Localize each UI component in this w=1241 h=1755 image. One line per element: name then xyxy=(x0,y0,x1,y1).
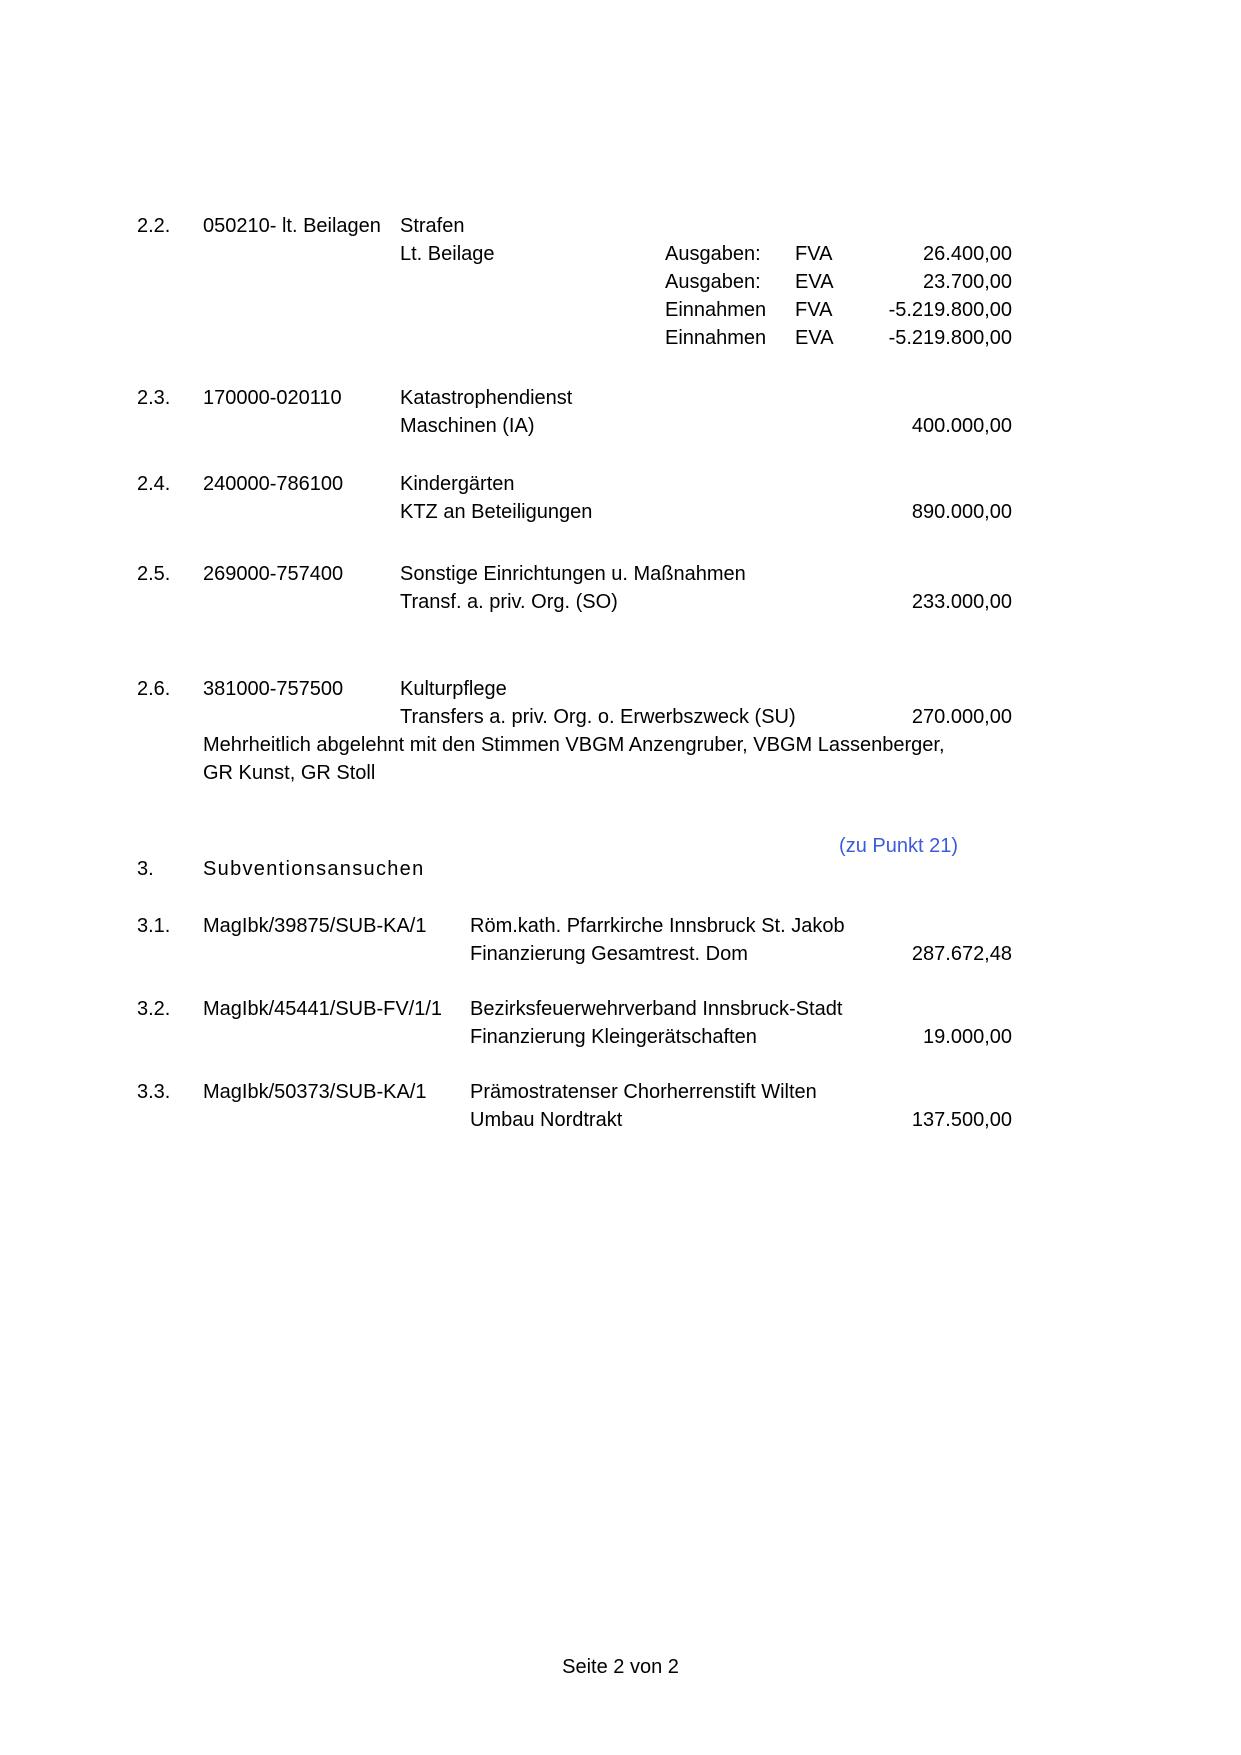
item-title: Prämostratenser Chorherrenstift Wilten xyxy=(470,1081,817,1103)
item-code: 240000-786100 xyxy=(203,473,344,495)
item-number: 2.5. xyxy=(137,563,171,585)
item-title: Kindergärten xyxy=(400,473,515,495)
section-number: 3. xyxy=(137,858,154,880)
item-number: 2.6. xyxy=(137,678,171,700)
item-number: 2.3. xyxy=(137,387,171,409)
item-amount: 233.000,00 xyxy=(911,591,1012,613)
item-number: 3.1. xyxy=(137,915,171,937)
item-number: 2.4. xyxy=(137,473,171,495)
item-amount: 287.672,48 xyxy=(911,943,1012,965)
flow-label: Einnahmen xyxy=(665,327,767,349)
item-code: MagIbk/50373/SUB-KA/1 xyxy=(203,1081,427,1103)
va-label: FVA xyxy=(795,243,833,265)
item-subtitle: Finanzierung Gesamtrest. Dom xyxy=(470,943,748,965)
item-sub-label: Lt. Beilage xyxy=(400,243,495,265)
item-number: 3.3. xyxy=(137,1081,171,1103)
item-amount: 19.000,00 xyxy=(923,1026,1012,1048)
item-title: Strafen xyxy=(400,215,465,237)
flow-label: Ausgaben: xyxy=(665,243,761,265)
flow-amount: -5.219.800,00 xyxy=(888,327,1012,349)
item-amount: 400.000,00 xyxy=(911,415,1012,437)
flow-amount: 23.700,00 xyxy=(923,271,1012,293)
item-code: 269000-757400 xyxy=(203,563,344,585)
item-title: Sonstige Einrichtungen u. Maßnahmen xyxy=(400,563,746,585)
item-subtitle: Transf. a. priv. Org. (SO) xyxy=(400,591,618,613)
item-subtitle: Finanzierung Kleingerätschaften xyxy=(470,1026,757,1048)
item-code: 050210- lt. Beilagen xyxy=(203,215,381,237)
flow-amount: -5.219.800,00 xyxy=(888,299,1012,321)
item-amount: 890.000,00 xyxy=(911,501,1012,523)
item-code: MagIbk/39875/SUB-KA/1 xyxy=(203,915,427,937)
item-subtitle: Umbau Nordtrakt xyxy=(470,1109,623,1131)
item-amount: 137.500,00 xyxy=(911,1109,1012,1131)
item-code: 170000-020110 xyxy=(203,387,342,409)
section-title: Subventionsansuchen xyxy=(203,858,425,880)
item-title: Röm.kath. Pfarrkirche Innsbruck St. Jakob xyxy=(470,915,845,937)
item-subtitle: Transfers a. priv. Org. o. Erwerbszweck (SU) xyxy=(400,706,796,728)
item-subtitle: Maschinen (IA) xyxy=(400,415,535,437)
va-label: FVA xyxy=(795,299,833,321)
item-number: 2.2. xyxy=(137,215,171,237)
flow-label: Einnahmen xyxy=(665,299,767,321)
flow-label: Ausgaben: xyxy=(665,271,761,293)
item-title: Kulturpflege xyxy=(400,678,507,700)
item-code: MagIbk/45441/SUB-FV/1/1 xyxy=(203,998,443,1020)
item-title: Bezirksfeuerwehrverband Innsbruck-Stadt xyxy=(470,998,843,1020)
vote-note: Mehrheitlich abgelehnt mit den Stimmen VBGM Anzengruber, VBGM Lassenberger, xyxy=(203,734,945,756)
vote-note: GR Kunst, GR Stoll xyxy=(203,762,376,784)
va-label: EVA xyxy=(795,271,834,293)
item-subtitle: KTZ an Beteiligungen xyxy=(400,501,593,523)
flow-amount: 26.400,00 xyxy=(923,243,1012,265)
va-label: EVA xyxy=(795,327,834,349)
item-title: Katastrophendienst xyxy=(400,387,573,409)
item-code: 381000-757500 xyxy=(203,678,344,700)
punkt-reference-link[interactable]: (zu Punkt 21) xyxy=(839,835,958,857)
item-amount: 270.000,00 xyxy=(911,706,1012,728)
page-number: Seite 2 von 2 xyxy=(562,1656,679,1678)
item-number: 3.2. xyxy=(137,998,171,1020)
